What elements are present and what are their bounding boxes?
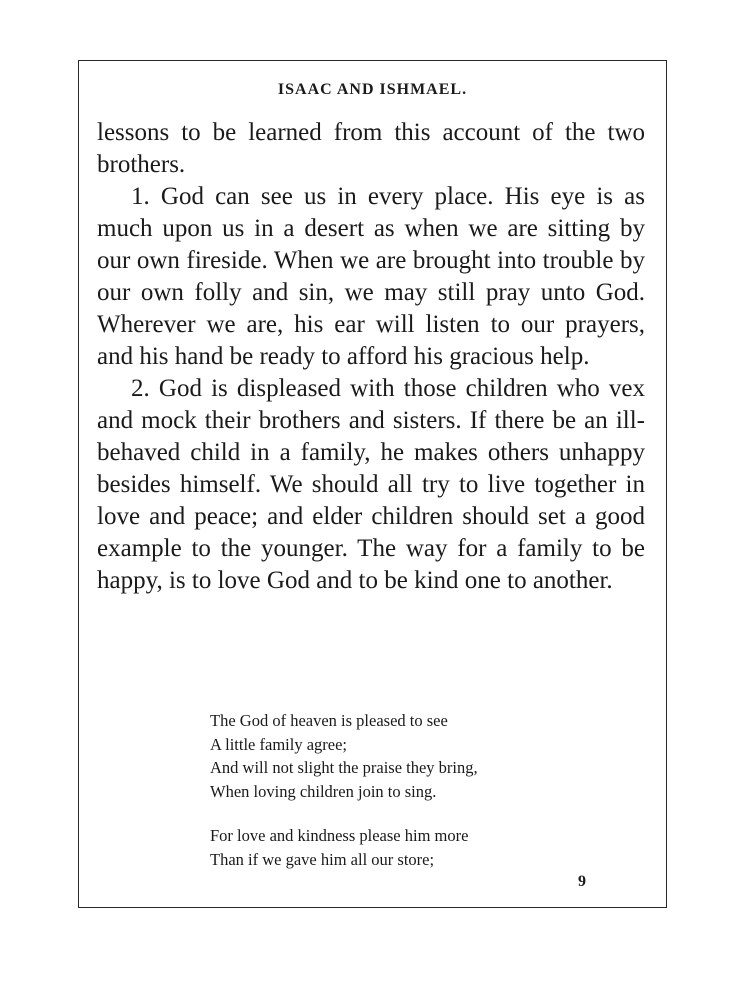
verse-block xyxy=(210,709,478,871)
verse-line: And will not slight the praise they bring, xyxy=(210,758,478,777)
verse-line: Than if we gave him all our store; xyxy=(210,849,435,869)
running-head: ISAAC AND ISHMAEL. xyxy=(277,81,468,98)
paragraph-point-2: 2. God is displeased with those children who vex and mock their brothers and sisters. If there be an ill-behaved child in a family, he makes others unhappy besides himself. We should all try to live together in love and peace; and elder children should set a good example to the younger. The way for a family to be happy, is to love God and to be kind one to another. xyxy=(97,375,645,594)
stanza-gap xyxy=(210,803,478,824)
verse-line: For love and kindness please him more xyxy=(210,826,469,845)
paragraph-point-1: 1. God can see us in every place. His eye is as much upon us in a desert as when we are sitting by our own fireside. When we are brought into trouble by our own folly and sin, we may still pray unto God. Wherever we are, his ear will listen to our prayers, and his hand be ready to afford his gracious help. xyxy=(97,183,645,370)
page-number: 9 xyxy=(578,873,586,890)
paragraph-continuation: lessons to be learned from this account of the two brothers. xyxy=(97,119,645,178)
verse-line: When loving children join to sing. xyxy=(210,781,437,801)
body-text xyxy=(97,117,645,597)
verse-line: A little family agree; xyxy=(210,734,347,754)
page-frame xyxy=(78,60,667,908)
verse-line: The God of heaven is pleased to see xyxy=(210,711,448,730)
